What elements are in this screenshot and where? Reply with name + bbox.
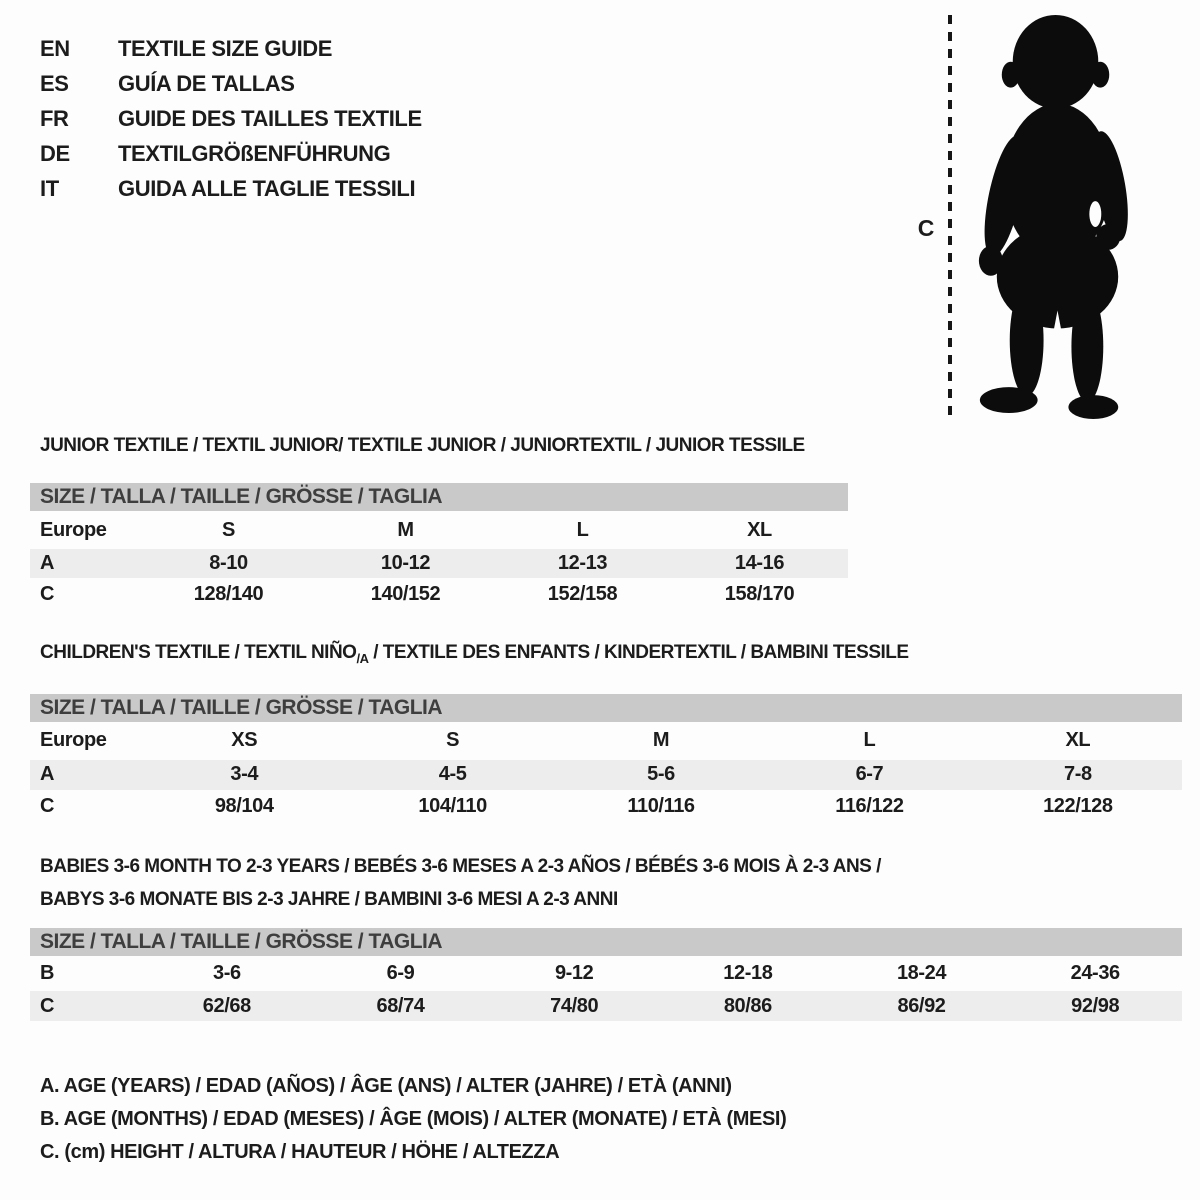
height-value: 116/122 bbox=[835, 794, 904, 817]
children-title-prefix: CHILDREN'S TEXTILE / TEXTIL NIÑO bbox=[40, 642, 357, 663]
measure-legend bbox=[40, 1070, 786, 1169]
height-value: 68/74 bbox=[376, 994, 425, 1017]
lang-code: EN bbox=[40, 35, 70, 61]
height-value: 104/110 bbox=[418, 794, 487, 817]
language-title-list bbox=[40, 31, 422, 206]
age-months-value: 24-36 bbox=[1070, 962, 1120, 984]
row-label: C bbox=[40, 582, 55, 605]
region-label: Europe bbox=[40, 729, 107, 752]
age-value: 6-7 bbox=[855, 763, 884, 786]
children-section-title bbox=[40, 642, 1182, 670]
legend-line-c: C. (cm) HEIGHT / ALTURA / HAUTEUR / HÖHE / ALTEZZA bbox=[40, 1141, 560, 1163]
height-value: 158/170 bbox=[724, 582, 795, 605]
junior-age-row bbox=[30, 549, 848, 578]
junior-textile-section bbox=[30, 435, 848, 610]
lang-title: GUÍA DE TALLAS bbox=[118, 70, 295, 96]
lang-title: GUIDA ALLE TAGLIE TESSILI bbox=[118, 175, 416, 201]
children-column-header-row bbox=[30, 722, 1182, 760]
height-value: 128/140 bbox=[193, 582, 264, 605]
age-value: 8-10 bbox=[209, 552, 248, 574]
babies-height-row bbox=[30, 991, 1182, 1021]
height-value: 140/152 bbox=[370, 582, 441, 605]
size-column-header: S bbox=[222, 518, 235, 541]
height-value: 74/80 bbox=[550, 994, 599, 1017]
junior-section-title: JUNIOR TEXTILE / TEXTIL JUNIOR/ TEXTILE JUNIOR / JUNIORTEXTIL / JUNIOR TESSILE bbox=[40, 435, 805, 456]
age-months-value: 18-24 bbox=[896, 962, 947, 984]
region-label: Europe bbox=[40, 518, 107, 541]
height-value: 86/92 bbox=[897, 994, 946, 1017]
babies-size-header-bar: SIZE / TALLA / TAILLE / GRÖSSE / TAGLIA bbox=[30, 928, 1182, 956]
legend-line-a: A. AGE (YEARS) / EDAD (AÑOS) / ÂGE (ANS) / ALTER (JAHRE) / ETÀ (ANNI) bbox=[40, 1075, 732, 1097]
height-measure-dashed-line bbox=[948, 15, 952, 418]
lang-code: DE bbox=[40, 140, 70, 166]
children-textile-section bbox=[30, 642, 1182, 823]
children-age-row bbox=[30, 760, 1182, 790]
height-value: 110/116 bbox=[627, 794, 695, 817]
height-value: 92/98 bbox=[1071, 994, 1120, 1017]
size-column-header: XS bbox=[231, 729, 258, 752]
lang-row-fr bbox=[40, 101, 422, 136]
lang-title: GUIDE DES TAILLES TEXTILE bbox=[118, 105, 422, 131]
lang-title: TEXTILGRÖßENFÜHRUNG bbox=[118, 140, 391, 166]
lang-row-es bbox=[40, 66, 422, 101]
age-value: 4-5 bbox=[438, 763, 467, 786]
age-value: 3-4 bbox=[230, 763, 259, 786]
row-label: A bbox=[40, 552, 55, 574]
babies-textile-section bbox=[30, 850, 1182, 1021]
age-months-value: 3-6 bbox=[212, 962, 241, 984]
age-value: 7-8 bbox=[1063, 763, 1092, 786]
size-column-header: L bbox=[576, 518, 589, 541]
size-column-header: XL bbox=[1065, 729, 1091, 752]
junior-column-header-row bbox=[30, 511, 848, 549]
height-value: 80/86 bbox=[723, 994, 772, 1017]
junior-size-header-bar: SIZE / TALLA / TAILLE / GRÖSSE / TAGLIA bbox=[30, 483, 848, 511]
age-months-value: 6-9 bbox=[386, 962, 415, 984]
lang-code: FR bbox=[40, 105, 69, 131]
height-value: 152/158 bbox=[547, 582, 618, 605]
babies-age-months-row bbox=[30, 956, 1182, 991]
age-value: 10-12 bbox=[380, 552, 431, 574]
age-value: 5-6 bbox=[647, 763, 675, 786]
children-title-sub: /A bbox=[356, 650, 369, 666]
height-value: 98/104 bbox=[214, 794, 274, 817]
size-column-header: M bbox=[652, 729, 670, 752]
size-column-header: S bbox=[446, 729, 460, 752]
lang-row-de bbox=[40, 136, 422, 171]
babies-section-title-line1: BABIES 3-6 MONTH TO 2-3 YEARS / BEBÉS 3-6 MESES A 2-3 AÑOS / BÉBÉS 3-6 MOIS À 2-3 ANS / bbox=[40, 856, 881, 877]
lang-row-en bbox=[40, 31, 422, 66]
age-value: 14-16 bbox=[734, 552, 785, 574]
size-column-header: XL bbox=[747, 518, 772, 541]
lang-title: TEXTILE SIZE GUIDE bbox=[118, 35, 333, 61]
size-column-header: L bbox=[863, 729, 876, 752]
age-value: 12-13 bbox=[557, 552, 608, 574]
lang-row-it bbox=[40, 171, 422, 206]
height-value: 62/68 bbox=[202, 994, 251, 1017]
height-measure-label: C bbox=[917, 215, 935, 241]
age-months-value: 12-18 bbox=[723, 962, 773, 984]
legend-line-b: B. AGE (MONTHS) / EDAD (MESES) / ÂGE (MOIS) / ALTER (MONATE) / ETÀ (MESI) bbox=[40, 1108, 787, 1130]
row-label: C bbox=[40, 794, 55, 817]
toddler-silhouette-icon bbox=[960, 12, 1156, 420]
row-label: C bbox=[40, 994, 55, 1017]
size-column-header: M bbox=[397, 518, 414, 541]
height-value: 122/128 bbox=[1043, 794, 1113, 817]
age-months-value: 9-12 bbox=[554, 962, 594, 984]
row-label: A bbox=[40, 763, 55, 786]
children-size-header-bar: SIZE / TALLA / TAILLE / GRÖSSE / TAGLIA bbox=[30, 694, 1182, 722]
lang-code: IT bbox=[40, 175, 59, 201]
children-height-row bbox=[30, 790, 1182, 823]
row-label: B bbox=[40, 962, 55, 984]
lang-code: ES bbox=[40, 70, 69, 96]
junior-height-row bbox=[30, 578, 848, 610]
children-title-suffix: / TEXTILE DES ENFANTS / KINDERTEXTIL / BAMBINI TESSILE bbox=[368, 642, 909, 663]
babies-section-title-line2: BABYS 3-6 MONATE BIS 2-3 JAHRE / BAMBINI 3-6 MESI A 2-3 ANNI bbox=[40, 889, 618, 910]
